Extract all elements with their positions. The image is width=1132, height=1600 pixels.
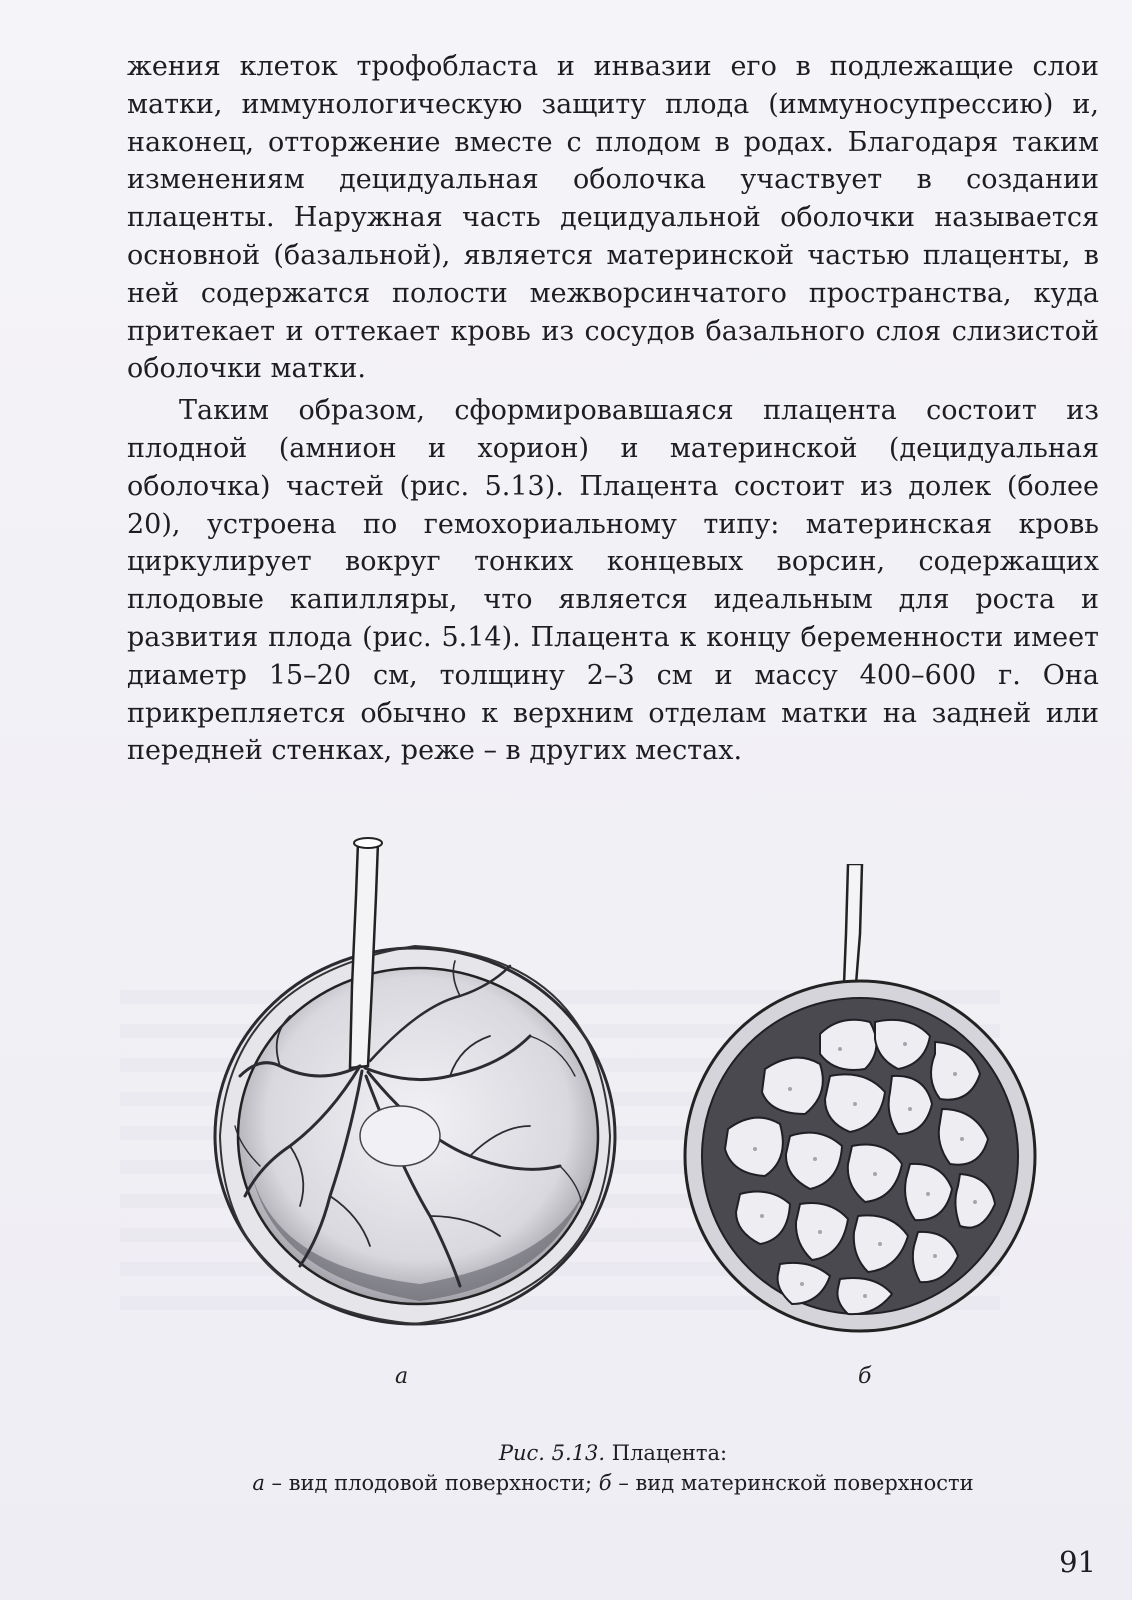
placenta-fetal-surface-illustration [200,836,630,1336]
figure-5-13 [200,836,1050,1396]
body-text [127,48,1099,770]
caption-figure-number: Рис. 5.13. [498,1441,606,1465]
caption-title-line [127,1438,1099,1468]
paragraph-2: Таким образом, сформировавшаяся плацента состоит из плодной (амнион и хорион) и материнской (децидуальная оболочка) частей (рис. 5.13). Плацента состоит из долек (более 20), устроена по гемохориальному типу: материнская кровь циркулирует вокруг тонких концевых ворсин, содержащих плодовые капилляры, что является идеальным для роста и развития плода (рис. 5.14). Плацента к концу беременности имеет диаметр 15–20 см, толщину 2–3 см и массу 400–600 г. Она прикрепляется обычно к верхним отделам матки на задней или передней стенках, реже – в других местах. [127,395,1099,767]
placenta-maternal-surface-illustration [670,864,1050,1334]
page-number: 91 [1059,1545,1096,1579]
caption-legend-b-text: – вид материнской поверхности [618,1471,974,1495]
figure-caption [127,1438,1099,1498]
caption-legend-line [127,1468,1099,1498]
paragraph-1: жения клеток трофобласта и инвазии его в подлежащие слои матки, иммунологическую защиту плода (иммуносупрессию) и, наконец, отторжение вместе с плодом в родах. Благодаря таким изменениям децидуальная оболочка участвует в создании плаценты. Наружная часть децидуальной оболочки называется основной (базальной), является материнской частью плаценты, в ней содержатся полости межворсинчатого пространства, куда притекает и оттекает кровь из сосудов базального слоя слизистой оболочки матки. [127,51,1099,385]
caption-legend-a-letter: а [252,1471,265,1495]
caption-legend-a-text: – вид плодовой поверхности; [271,1471,593,1495]
caption-legend-b-letter: б [598,1471,612,1495]
caption-title: Плацента: [611,1441,728,1465]
figure-label-b: б [858,1364,872,1389]
figure-label-a: а [395,1364,409,1389]
